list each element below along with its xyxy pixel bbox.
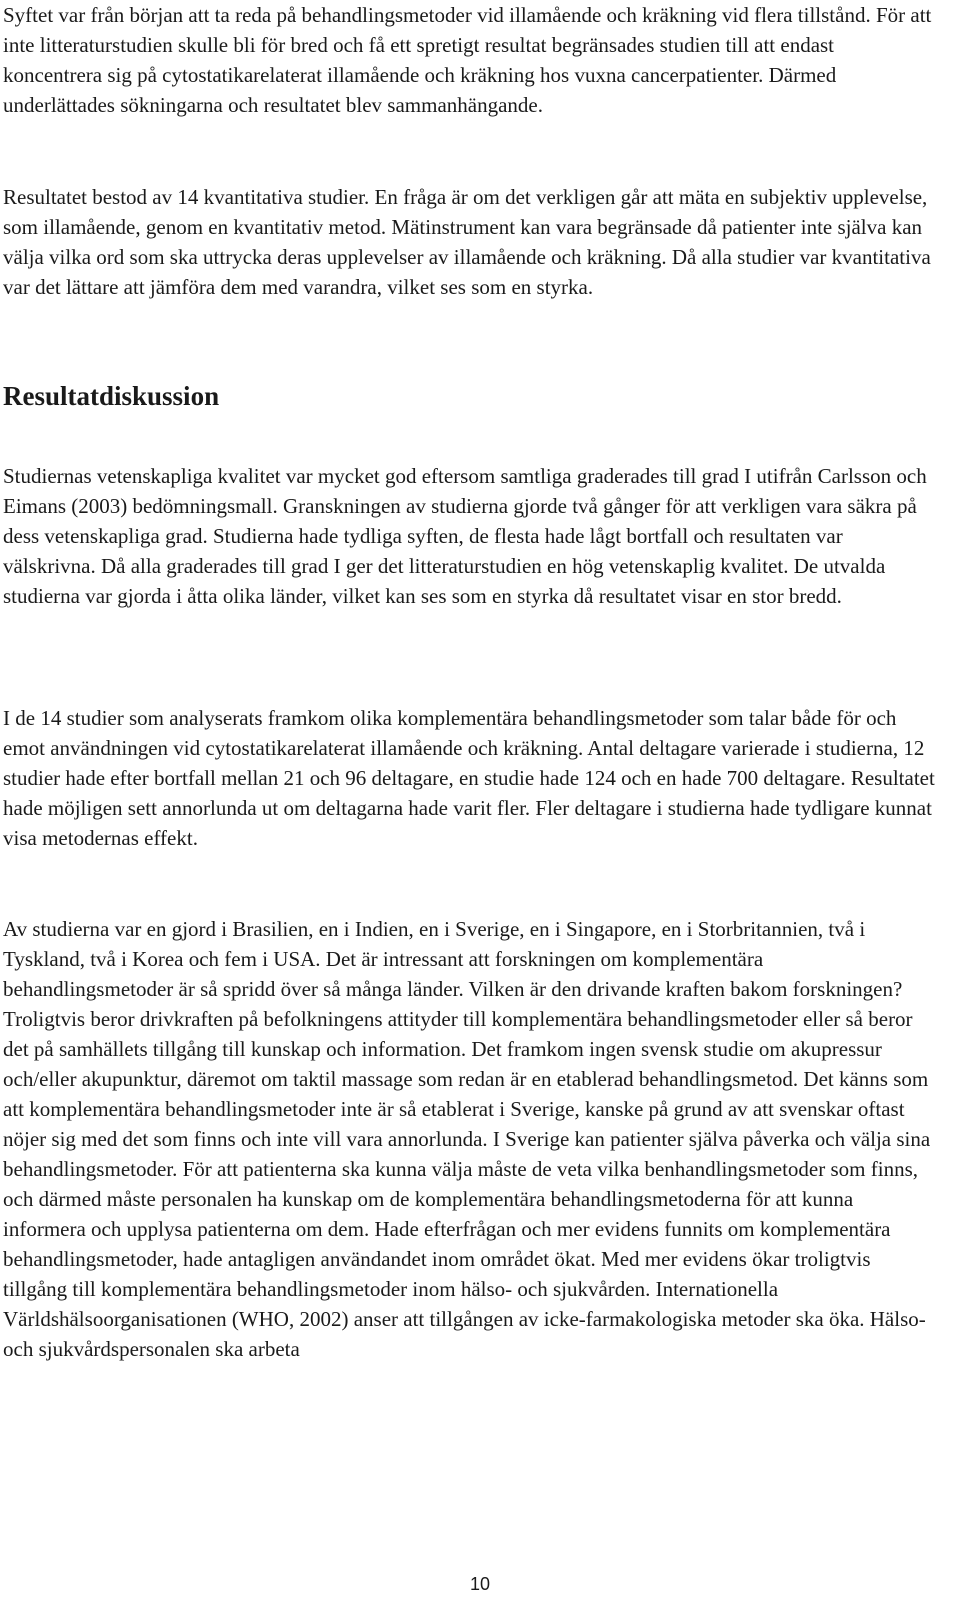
section-heading: Resultatdiskussion <box>3 381 220 411</box>
paragraph-participants: I de 14 studier som analyserats framkom olika komplementära behandlingsmetoder som talar både för och emot användningen vid cytostatikarelaterat illamående och kräkning. Antal deltagare varierade i studierna, 12 studier hade efter bortfall mellan 21 och 96 deltagare, en studie hade 124 och en hade 700 deltagare. Resultatet hade möjligen sett annorlunda ut om deltagarna hade varit fler. Fler deltagare i studierna hade tydligare kunnat visa metodernas effekt. <box>3 706 935 850</box>
paragraph-purpose: Syftet var från början att ta reda på behandlingsmetoder vid illamående och kräkning vid flera tillstånd. För att inte litteraturstudien skulle bli för bred och få ett spretigt resultat begränsades studien till att endast koncentrera sig på cytostatikarelaterat illamående och kräkning hos vuxna cancerpatienter. Därmed underlättades sökningarna och resultatet blev sammanhängande. <box>3 3 932 117</box>
page-number: 10 <box>469 1574 491 1594</box>
paragraph-result-method: Resultatet bestod av 14 kvantitativa studier. En fråga är om det verkligen går att mäta en subjektiv upplevelse, som illamående, genom en kvantitativ metod. Mätinstrument kan vara begränsade då patienter inte själva kan välja vilka ord som ska uttrycka deras upplevelser av illamående och kräkning. Då alla studier var kvantitativa var det lättare att jämföra dem med varandra, vilket ses som en styrka. <box>3 185 931 299</box>
paragraph-quality: Studiernas vetenskapliga kvalitet var mycket god eftersom samtliga graderades till grad I utifrån Carlsson och Eimans (2003) bedömningsmall. Granskningen av studierna gjorde två gånger för att verkligen vara säkra på dess vetenskapliga grad. Studierna hade tydliga syften, de flesta hade lågt bortfall och resultaten var välskrivna. Då alla graderades till grad I ger det litteraturstudien en hög vetenskaplig kvalitet. De utvalda studierna var gjorda i åtta olika länder, vilket kan ses som en styrka då resultatet visar en stor bredd. <box>3 464 927 608</box>
paragraph-countries: Av studierna var en gjord i Brasilien, en i Indien, en i Sverige, en i Singapore, en i Storbritannien, två i Tyskland, två i Korea och fem i USA. Det är intressant att forskningen om komplementära behandlingsmetoder är så spridd över så många länder. Vilken är den drivande kraften bakom forskningen? Troligtvis beror drivkraften på befolkningens attityder till komplementära behandlingsmetoder eller så beror det på samhällets tillgång till kunskap och information. Det framkom ingen svensk studie om akupressur och/eller akupunktur, däremot om taktil massage som redan är en etablerad behandlingsmetod. Det känns som att komplementära behandlingsmetoder inte är så etablerat i Sverige, kanske på grund av att svenskar oftast nöjer sig med det som finns och inte vill vara annorlunda. I Sverige kan patienter själva påverka och välja sina behandlingsmetoder. För att patienterna ska kunna välja måste de veta vilka benhandlingsmetoder som finns, och därmed måste personalen ha kunskap om de komplementära behandlingsmetoderna för att kunna informera och upplysa patienterna om dem. Hade efterfrågan och mer evidens funnits om komplementära behandlingsmetoder, hade antagligen användandet inom området ökat. Med mer evidens ökar troligtvis tillgång till komplementära behandlingsmetoder inom hälso- och sjukvården. Internationella Världshälsoorganisationen (WHO, 2002) anser att tillgången av icke-farmakologiska metoder ska öka. Hälso- och sjukvårdspersonalen ska arbeta <box>3 917 931 1361</box>
